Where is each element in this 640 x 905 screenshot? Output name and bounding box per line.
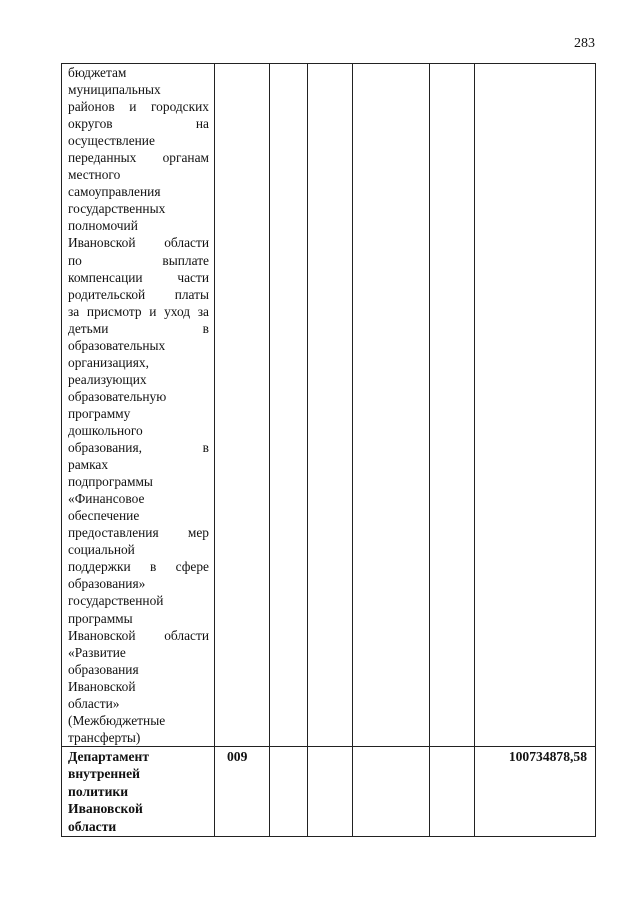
description-line: самоуправления (68, 184, 161, 200)
table-row-department (62, 746, 596, 837)
description-line: полномочий (68, 218, 138, 234)
description-line: Ивановской (68, 678, 136, 694)
table-row (62, 64, 596, 747)
row-cell-5 (353, 64, 430, 747)
description-line: образовательных (68, 337, 166, 353)
row-code-cell (215, 64, 270, 747)
description-line: муниципальных (68, 82, 161, 98)
description-line: родительской платы (68, 286, 209, 302)
description-line: трансферты) (68, 729, 141, 745)
description-line: государственных (68, 201, 166, 217)
description-line: Ивановской области (68, 235, 209, 251)
row-amount-cell (475, 64, 596, 747)
row-cell-3 (270, 746, 308, 837)
description-line: осуществление (68, 133, 155, 149)
description-line: поддержки в сфере (68, 559, 209, 575)
description-line: социальной (68, 542, 135, 558)
description-line: программу (68, 405, 131, 421)
description-line: «Развитие (68, 644, 126, 660)
description-line: образования (68, 661, 139, 677)
description-line: государственной (68, 593, 164, 609)
description-line: внутренней (68, 766, 140, 782)
description-line: Департамент (68, 748, 150, 764)
row-cell-3 (270, 64, 308, 747)
description-line: политики (68, 783, 129, 799)
description-line: бюджетам (68, 65, 127, 80)
description-line: образования» (68, 576, 146, 592)
description-line: Ивановской области (68, 627, 209, 643)
department-code: 009 (215, 746, 270, 837)
description-line: за присмотр и уход за (68, 303, 209, 319)
budget-table (61, 63, 596, 837)
row-description (62, 64, 215, 747)
description-line: переданных органам (68, 150, 209, 166)
page-number: 283 (574, 36, 595, 51)
description-line: местного (68, 167, 121, 183)
description-line: Ивановской (68, 801, 143, 817)
description-line: образования, в (68, 440, 209, 456)
description-line: компенсации части (68, 269, 209, 285)
description-line: области» (68, 695, 120, 711)
description-line: подпрограммы (68, 474, 153, 490)
row-cell-5 (353, 746, 430, 837)
description-line: организациях, (68, 354, 149, 370)
description-line: образовательную (68, 388, 167, 404)
row-cell-6 (430, 64, 475, 747)
description-line: реализующих (68, 371, 147, 387)
description-line: (Межбюджетные (68, 712, 166, 728)
description-line: дошкольного (68, 422, 143, 438)
description-line: программы (68, 610, 133, 626)
department-name (62, 746, 215, 837)
row-cell-4 (308, 746, 353, 837)
description-line: округов на (68, 116, 209, 132)
description-line: по выплате (68, 252, 209, 268)
description-line: районов и городских (68, 99, 209, 115)
row-cell-6 (430, 746, 475, 837)
description-line: рамках (68, 457, 109, 473)
description-line: предоставления мер (68, 525, 209, 541)
description-line: «Финансовое (68, 491, 145, 507)
description-line: обеспечение (68, 508, 140, 524)
description-line: области (68, 818, 117, 834)
department-amount: 100734878,58 (475, 746, 596, 837)
row-cell-4 (308, 64, 353, 747)
description-line: детьми в (68, 320, 209, 336)
